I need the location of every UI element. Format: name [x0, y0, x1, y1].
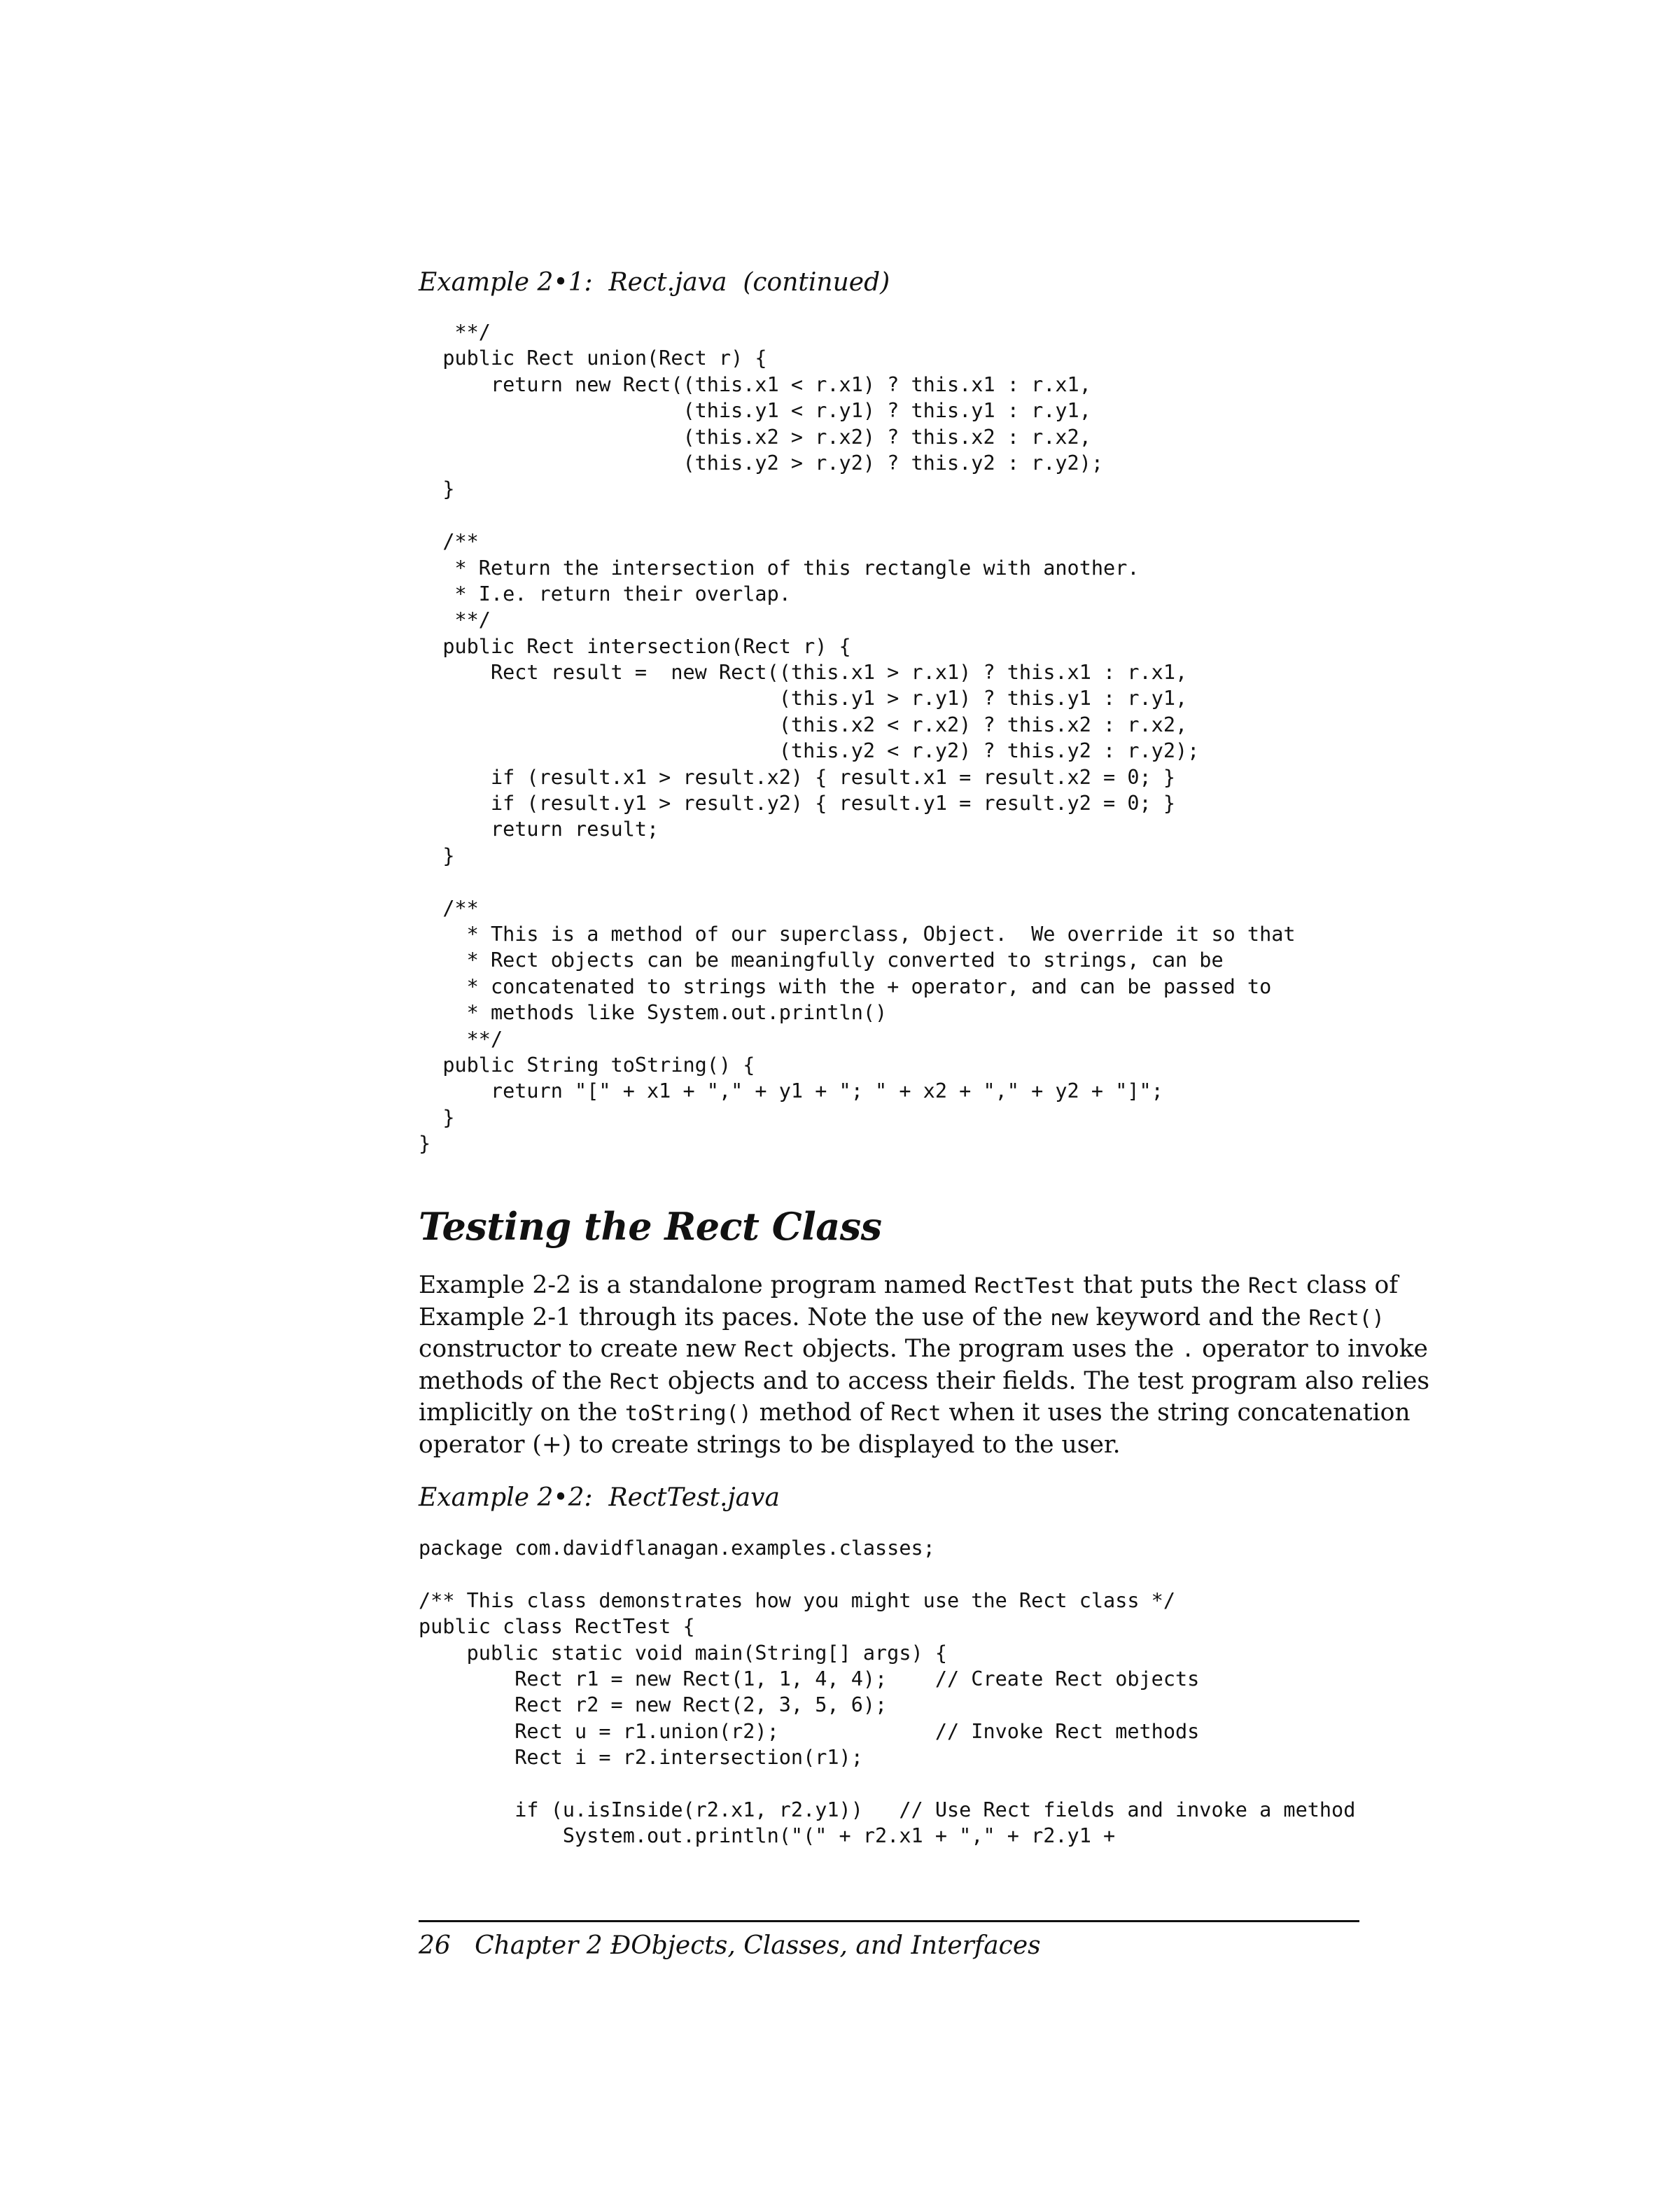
code-line: Rect u = r1.union(r2); // Invoke Rect methods [419, 1719, 1200, 1743]
paragraph-text: methods of the [419, 1366, 610, 1395]
example-2-2-caption: Example 2•2: RectTest.java [419, 1483, 780, 1512]
rect-java-code-listing [419, 319, 1296, 1157]
inline-code: . [1182, 1338, 1195, 1363]
code-line: public Rect intersection(Rect r) { [419, 634, 851, 658]
inline-code: Rect() [1308, 1306, 1385, 1331]
inline-code: toString() [625, 1401, 752, 1427]
code-line: **/ [419, 321, 491, 344]
code-line: * This is a method of our superclass, Object. We override it so that [419, 922, 1296, 946]
footer-rule [419, 1920, 1359, 1922]
code-line: Rect result = new Rect((this.x1 > r.x1) ? this.x1 : r.x1, [419, 661, 1188, 685]
code-line: Rect r2 = new Rect(2, 3, 5, 6); [419, 1693, 888, 1717]
code-line: /** [419, 530, 479, 554]
code-line: (this.y2 > r.y2) ? this.y2 : r.y2); [419, 451, 1104, 475]
paragraph-text: keyword and the [1088, 1303, 1309, 1331]
code-line: (this.x2 > r.x2) ? this.x2 : r.x2, [419, 425, 1091, 449]
code-line: if (result.x1 > result.x2) { result.x1 = result.x2 = 0; } [419, 765, 1175, 789]
code-line: } [419, 1105, 455, 1129]
code-line: return "[" + x1 + "," + y1 + "; " + x2 + "," + y2 + "]"; [419, 1079, 1163, 1103]
code-line: * Return the intersection of this rectangle with another. [419, 556, 1140, 580]
inline-code: Rect [609, 1369, 660, 1394]
code-line: System.out.println("(" + r2.x1 + "," + r2.y1 + [419, 1824, 1116, 1848]
page-footer: 26 Chapter 2 ÐObjects, Classes, and Interfaces [419, 1931, 1041, 1960]
section-heading: Testing the Rect Class [419, 1204, 882, 1249]
recttest-java-code-listing [419, 1535, 1355, 1849]
paragraph-line [419, 1366, 1430, 1398]
code-line: * concatenated to strings with the + operator, and can be passed to [419, 974, 1272, 998]
code-line: * methods like System.out.println() [419, 1001, 888, 1025]
inline-code: new [1050, 1306, 1088, 1331]
code-line [419, 503, 1296, 528]
code-line: if (result.y1 > result.y2) { result.y1 = result.y2 = 0; } [419, 792, 1175, 816]
paragraph-line [419, 1429, 1364, 1462]
code-line: /** [419, 896, 479, 920]
paragraph-text: when it uses the string concatenation [941, 1399, 1410, 1427]
code-line: } [419, 844, 455, 867]
code-line: } [419, 1132, 431, 1156]
paragraph-text: method of [751, 1399, 891, 1427]
code-line: (this.y1 > r.y1) ? this.y1 : r.y1, [419, 687, 1188, 710]
paragraph-text: objects. The program uses the [794, 1335, 1182, 1364]
code-line [419, 1561, 1355, 1587]
code-line: Rect r1 = new Rect(1, 1, 4, 4); // Create Rect objects [419, 1667, 1200, 1690]
code-line: if (u.isInside(r2.x1, r2.y1)) // Use Rect fields and invoke a method [419, 1798, 1356, 1821]
inline-code: Rect [1248, 1274, 1299, 1298]
paragraph-line [419, 1397, 1410, 1429]
paragraph-text: operator to invoke [1194, 1335, 1428, 1364]
code-line: public Rect union(Rect r) { [419, 346, 767, 370]
code-line: public class RectTest { [419, 1615, 695, 1639]
code-line [419, 869, 1296, 895]
paragraph-text: Example 2-2 is a standalone program named [419, 1271, 974, 1299]
paragraph-line [419, 1334, 1428, 1366]
section-body-paragraph [419, 1270, 1430, 1462]
code-line: (this.x2 < r.x2) ? this.x2 : r.x2, [419, 713, 1188, 736]
code-line: (this.y1 < r.y1) ? this.y1 : r.y1, [419, 399, 1091, 423]
code-line: * I.e. return their overlap. [419, 582, 791, 606]
code-line: public static void main(String[] args) { [419, 1641, 947, 1665]
paragraph-text: implicitly on the [419, 1399, 626, 1427]
code-line: return result; [419, 818, 659, 841]
code-line [419, 1771, 1355, 1797]
code-line: **/ [419, 1027, 503, 1051]
paragraph-line [419, 1270, 1399, 1302]
code-line: /** This class demonstrates how you might use the Rect class */ [419, 1588, 1175, 1612]
paragraph-text: class of [1298, 1271, 1399, 1299]
code-line: * Rect objects can be meaningfully converted to strings, can be [419, 948, 1224, 972]
paragraph-text: constructor to create new [419, 1335, 744, 1364]
code-line: return new Rect((this.x1 < r.x1) ? this.x1 : r.x1, [419, 372, 1091, 396]
paragraph-text: Example 2-1 through its paces. Note the use of the [419, 1303, 1051, 1331]
code-line: public String toString() { [419, 1053, 755, 1077]
code-line: Rect i = r2.intersection(r1); [419, 1746, 863, 1770]
paragraph-text: that puts the [1075, 1271, 1249, 1299]
code-line: } [419, 477, 455, 501]
inline-code: RectTest [974, 1274, 1076, 1298]
code-line: **/ [419, 608, 491, 632]
example-2-1-caption: Example 2•1: Rect.java (continued) [419, 268, 890, 297]
inline-code: Rect [890, 1401, 941, 1427]
code-line: (this.y2 < r.y2) ? this.y2 : r.y2); [419, 739, 1200, 763]
paragraph-text: objects and to access their fields. The test program also relies [659, 1366, 1430, 1395]
paragraph-text: operator (+) to create strings to be displayed to the user. [419, 1430, 1121, 1459]
paragraph-line [419, 1302, 1385, 1334]
code-line: package com.davidflanagan.examples.classes; [419, 1536, 935, 1560]
inline-code: Rect [743, 1338, 795, 1363]
